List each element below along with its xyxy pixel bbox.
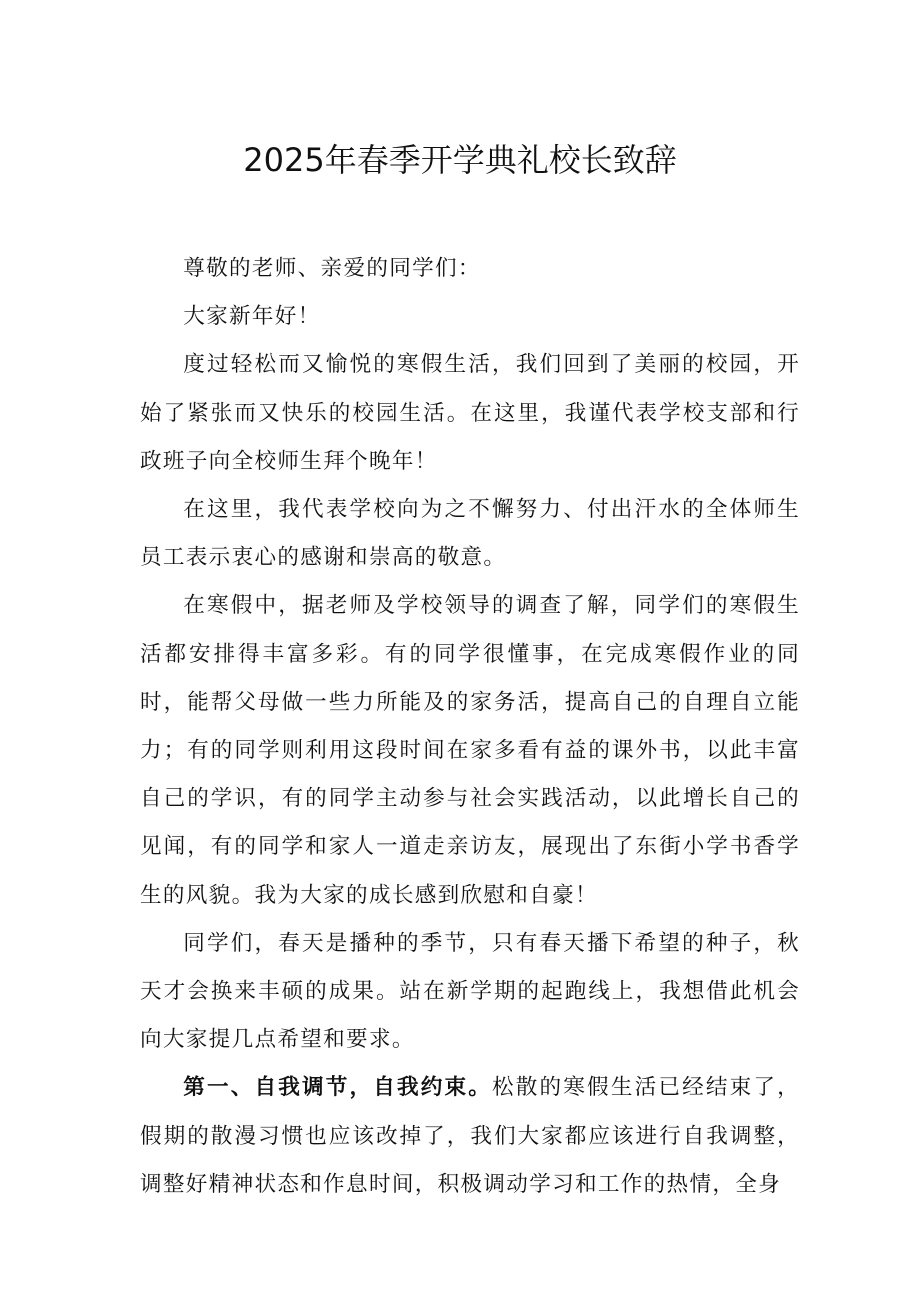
paragraph-1: 度过轻松而又愉悦的寒假生活，我们回到了美丽的校园，开始了紧张而又快乐的校园生活。在这里，我谨代表学校支部和行政班子向全校师生拜个晚年！ (140, 352, 800, 474)
paragraph-5-heading: 第一、自我调节，自我约束。 (183, 1075, 493, 1101)
salutation: 尊敬的老师、亲爱的同学们： (183, 256, 481, 281)
paragraph-5-body: 松散的寒假生活已经结束了，假期的散漫习惯也应该改掉了，我们大家都应该进行自我调整，调整好精神状态和作息时间，积极调动学习和工作的热情，全身 (140, 1075, 801, 1197)
paragraph-3: 在寒假中，据老师及学校领导的调查了解，同学们的寒假生活都安排得丰富多彩。有的同学很懂事，在完成寒假作业的同时，能帮父母做一些力所能及的家务活，提高自己的自理自立能力；有的同学则利用这段时间在家多看有益的课外书，以此丰富自己的学识，有的同学主动参与社会实践活动，以此增长自己的见闻，有的同学和家人一道走亲访友，展现出了东街小学书香学生的风貌。我为大家的成长感到欣慰和自豪！ (140, 593, 800, 908)
document-title: 2025年春季开学典礼校长致辞 (243, 141, 677, 179)
document-body (140, 245, 800, 1209)
paragraph-5 (140, 1064, 800, 1209)
paragraph-4: 同学们，春天是播种的季节，只有春天播下希望的种子，秋天才会换来丰硕的成果。站在新学期的起跑线上，我想借此机会向大家提几点希望和要求。 (140, 930, 800, 1053)
paragraph-2: 在这里，我代表学校向为之不懈努力、付出汗水的全体师生员工表示衷心的感谢和崇高的敬意。 (140, 497, 800, 571)
greeting: 大家新年好！ (183, 304, 321, 330)
